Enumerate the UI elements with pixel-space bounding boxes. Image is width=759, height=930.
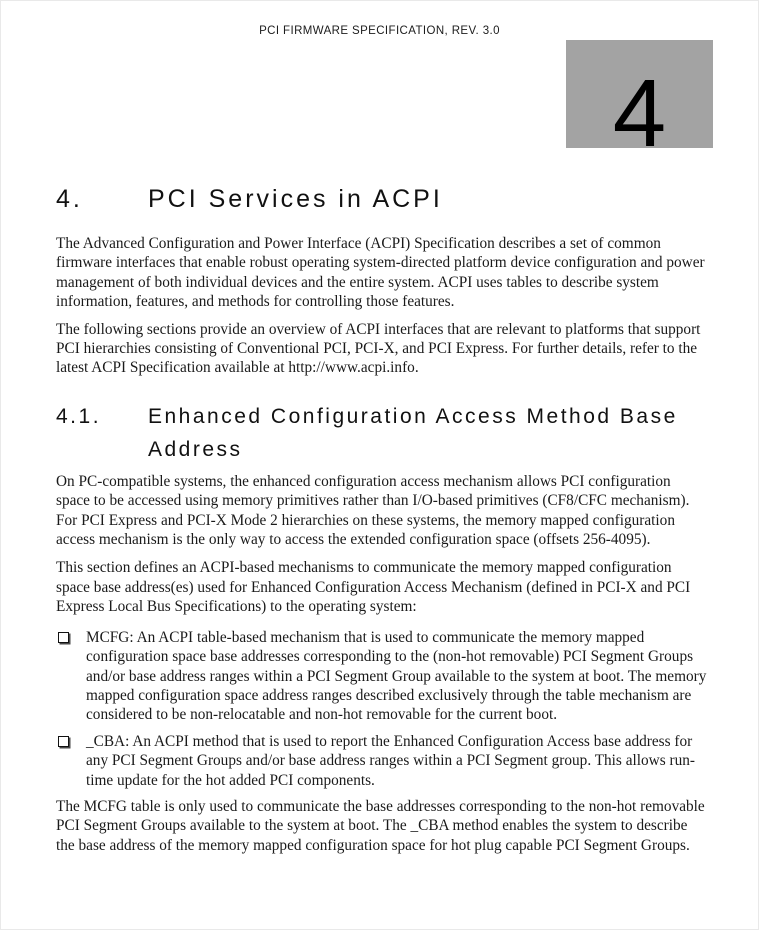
section-heading-number: 4.1. [56,404,102,428]
section-heading-title: Enhanced Configuration Access Method Base Address [148,404,678,461]
intro-paragraph-1: The Advanced Configuration and Power Interface (ACPI) Specification describes a set of common firmware interfaces that enable robust operating system-directed platform device configuration and power management of both individual devices and the entire system. ACPI uses tables to describe system information, features, and methods for controlling those features. [56,235,705,311]
chapter-heading-title: PCI Services in ACPI [148,185,443,213]
chapter-heading-number: 4. [56,185,83,213]
list-item [56,628,708,725]
shadowed-square-bullet-icon [58,628,86,725]
section-paragraph-3: The MCFG table is only used to communicate the base addresses corresponding to the non-hot removable PCI Segment Groups available to the system at boot. The _CBA method enables the system to describe the base address of the memory mapped configuration space for hot plug capable PCI Segment Groups. [56,797,705,854]
chapter-number: 4 [612,60,667,167]
page-content [56,1,708,855]
chapter-heading [56,184,708,214]
intro-paragraph-2: The following sections provide an overview of ACPI interfaces that are relevant to platforms that support PCI hierarchies consisting of Conventional PCI, PCI-X, and PCI Express. For further details, refer to the latest ACPI Specification available at http://www.acpi.info. [56,320,701,377]
list-item [56,732,708,790]
section-heading-4-1 [56,400,708,466]
running-header: PCI FIRMWARE SPECIFICATION, REV. 3.0 [259,25,500,37]
bullet-item-mcfg-text: MCFG: An ACPI table-based mechanism that is used to communicate the memory mapped configuration space base addresses corresponding to the (non-hot removable) PCI Segment Groups and/or base address ranges within a PCI Segment Group available to the system at boot. The memory mapped configuration space address ranges described exclusively through the table mechanism are considered to be non-relocatable and non-hot removable for the current boot. [86,628,707,724]
bullet-item-cba-text: _CBA: An ACPI method that is used to report the Enhanced Configuration Access base address for any PCI Segment Groups and/or base address ranges within a PCI Segment group. This allows run-time update for the hot added PCI components. [86,732,695,789]
section-paragraph-1: On PC-compatible systems, the enhanced configuration access mechanism allows PCI configuration space to be accessed using memory primitives rather than I/O-based primitives (CF8/CFC mechanism). For PCI Express and PCI-X Mode 2 hierarchies on these systems, the memory mapped configuration access mechanism is the only way to access the extended configuration space (offsets 256-4095). [56,472,690,549]
section-paragraph-2: This section defines an ACPI-based mechanisms to communicate the memory mapped configuration space base address(es) used for Enhanced Configuration Access Mechanism (defined in PCI-X and PCI Express Local Bus Specifications) to the operating system: [56,559,691,616]
shadowed-square-bullet-icon [58,732,86,790]
bullet-list [56,628,708,790]
